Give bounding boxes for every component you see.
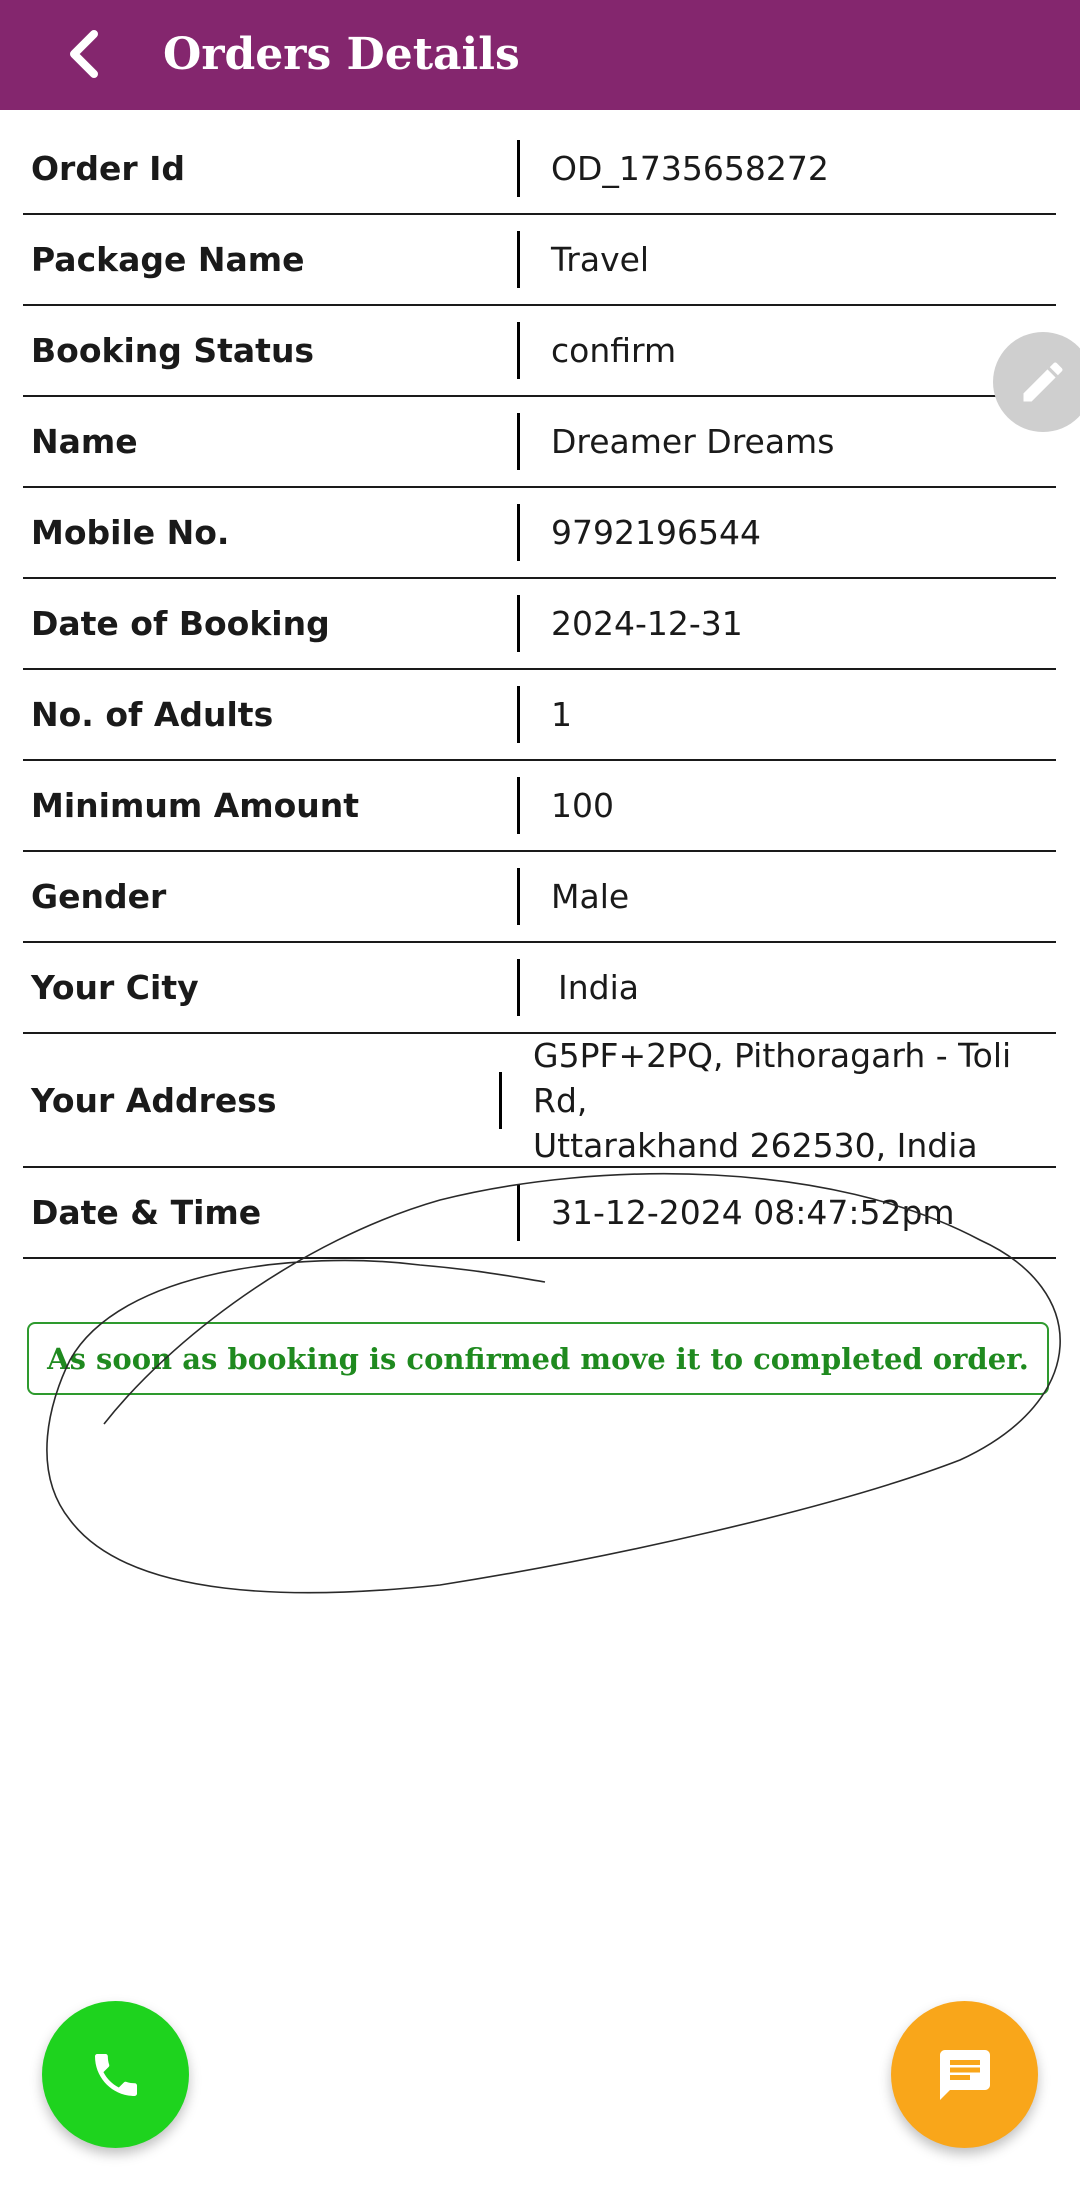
detail-value: Travel (551, 240, 650, 279)
detail-label: Gender (31, 877, 167, 916)
app-bar (0, 0, 1080, 110)
page-title: Orders Details (163, 29, 520, 80)
detail-label: Mobile No. (31, 513, 230, 552)
chat-button[interactable] (891, 2001, 1038, 2148)
detail-value: confirm (551, 331, 677, 370)
detail-value: 100 (551, 786, 614, 825)
chat-icon (935, 2045, 995, 2105)
detail-value: 1 (551, 695, 572, 734)
detail-label: Order Id (31, 149, 185, 188)
detail-value: OD_1735658272 (551, 149, 829, 188)
detail-row-date-time (23, 1168, 1056, 1259)
detail-row-booking-status (23, 306, 1056, 397)
pencil-icon (1017, 356, 1069, 408)
detail-row-date-of-booking (23, 579, 1056, 670)
detail-row-address (23, 1034, 1056, 1168)
phone-icon (88, 2047, 144, 2103)
detail-value: 2024-12-31 (551, 604, 743, 643)
detail-label: Your Address (31, 1080, 277, 1120)
arrow-back-icon (64, 28, 104, 80)
detail-label: Date of Booking (31, 604, 330, 643)
detail-label: Your City (31, 968, 199, 1007)
notice-message: As soon as booking is confirmed move it to completed order. (27, 1322, 1049, 1395)
detail-label: Minimum Amount (31, 786, 360, 825)
detail-row-name (23, 397, 1056, 488)
detail-label: Booking Status (31, 331, 315, 370)
order-details-table (23, 124, 1056, 1259)
detail-row-package-name (23, 215, 1056, 306)
detail-label: Date & Time (31, 1193, 262, 1232)
detail-value: India (558, 968, 639, 1007)
address-line-1: G5PF+2PQ, Pithoragarh - Toli Rd, (533, 1035, 1012, 1120)
detail-value: Male (551, 877, 630, 916)
detail-row-gender (23, 852, 1056, 943)
detail-value: 9792196544 (551, 513, 761, 552)
detail-row-city (23, 943, 1056, 1034)
detail-value (502, 1033, 1056, 1168)
detail-label: Name (31, 422, 138, 461)
detail-row-minimum-amount (23, 761, 1056, 852)
detail-row-mobile (23, 488, 1056, 579)
detail-row-order-id (23, 124, 1056, 215)
detail-label: Package Name (31, 240, 305, 279)
detail-value: 31-12-2024 08:47:52pm (551, 1193, 955, 1232)
call-button[interactable] (42, 2001, 189, 2148)
back-button[interactable] (52, 22, 116, 86)
detail-label: No. of Adults (31, 695, 274, 734)
address-line-2: Uttarakhand 262530, India (533, 1125, 978, 1165)
detail-value: Dreamer Dreams (551, 422, 835, 461)
detail-row-adults (23, 670, 1056, 761)
